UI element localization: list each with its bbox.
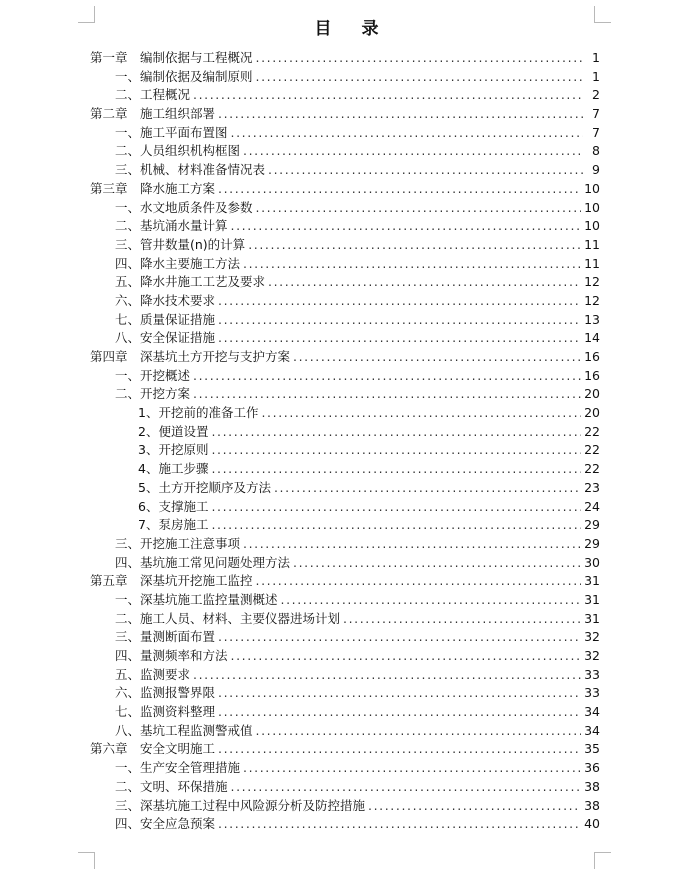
dot-leader — [218, 684, 581, 703]
toc-entry[interactable] — [90, 273, 600, 292]
toc-entry-label: 二、开挖方案 — [115, 386, 191, 402]
dot-leader — [211, 423, 581, 442]
dot-leader — [218, 703, 581, 722]
toc-page-number: 22 — [584, 461, 600, 477]
dot-leader — [211, 460, 581, 479]
toc-entry-label: 四、降水主要施工方法 — [115, 255, 241, 271]
toc-entry-label: 1、开挖前的准备工作 — [138, 405, 259, 421]
toc-entry[interactable] — [90, 516, 600, 535]
toc-entry-label: 二、文明、环保措施 — [115, 778, 228, 794]
toc-entry[interactable] — [90, 86, 600, 105]
crop-mark-bottom-left — [78, 852, 95, 869]
dot-leader — [218, 740, 581, 759]
toc-entry-label: 八、安全保证措施 — [115, 330, 216, 346]
toc-entry[interactable] — [90, 292, 600, 311]
toc-entry-label: 四、量测频率和方法 — [115, 648, 228, 663]
toc-page-number: 9 — [592, 162, 600, 178]
toc-entry-label: 第四章 深基坑土方开挖与支护方案 — [90, 349, 291, 364]
toc-entry[interactable] — [90, 797, 600, 816]
dot-leader — [256, 572, 582, 591]
dot-leader — [193, 385, 581, 404]
toc-page-number: 31 — [584, 610, 600, 626]
toc-page-number: 8 — [592, 143, 600, 159]
toc-entry-label: 3、开挖原则 — [138, 442, 209, 458]
toc-title: 目 录 — [314, 19, 391, 39]
toc-entry[interactable] — [90, 666, 600, 685]
toc-entry-label: 三、管井数量(n)的计算 — [115, 236, 246, 252]
toc-page-number: 16 — [584, 367, 600, 383]
toc-entry[interactable] — [90, 535, 600, 554]
toc-page-number: 1 — [592, 68, 600, 84]
toc-entry-label: 一、编制依据及编制原则 — [115, 68, 253, 84]
toc-entry[interactable] — [90, 255, 600, 274]
dot-leader — [268, 273, 581, 292]
toc-entry-label: 三、深基坑施工过程中风险源分析及防控措施 — [115, 797, 366, 813]
toc-entry-label: 三、量测断面布置 — [115, 629, 216, 645]
toc-page-number: 32 — [584, 648, 600, 663]
toc-entry-label: 六、降水技术要求 — [115, 292, 216, 308]
dot-leader — [243, 759, 581, 778]
toc-entry-label: 第三章 降水施工方案 — [90, 180, 216, 196]
toc-entry[interactable] — [90, 68, 600, 87]
dot-leader — [193, 367, 581, 386]
toc-page-number: 22 — [584, 423, 600, 439]
dot-leader — [368, 797, 581, 816]
toc-entry[interactable] — [90, 778, 600, 797]
toc-page-number: 1 — [592, 50, 600, 65]
toc-chapter-entry[interactable] — [90, 105, 600, 124]
dot-leader — [243, 535, 581, 554]
toc-entry-label: 四、基坑施工常见问题处理方法 — [115, 554, 291, 570]
toc-entry[interactable] — [90, 591, 600, 610]
dot-leader — [281, 591, 582, 610]
toc-chapter-entry[interactable] — [90, 348, 600, 367]
toc-chapter-entry[interactable] — [90, 572, 600, 591]
dot-leader — [218, 311, 581, 330]
toc-entry[interactable] — [90, 423, 600, 442]
toc-entry[interactable] — [90, 124, 600, 143]
toc-page-number: 38 — [584, 778, 600, 794]
dot-leader — [211, 441, 581, 460]
toc-entry[interactable] — [90, 441, 600, 460]
toc-page-number: 20 — [584, 405, 600, 421]
dot-leader — [256, 49, 583, 68]
toc-entry-label: 一、生产安全管理措施 — [115, 760, 241, 776]
toc-page-number: 10 — [584, 199, 600, 215]
dot-leader — [343, 610, 581, 629]
toc-entry-label: 一、开挖概述 — [115, 367, 191, 383]
toc-chapter-entry[interactable] — [90, 49, 600, 68]
dot-leader — [211, 516, 581, 535]
toc-entry-label: 4、施工步骤 — [138, 461, 209, 477]
toc-entry[interactable] — [90, 404, 600, 423]
toc-page-number: 12 — [584, 292, 600, 308]
toc-entry[interactable] — [90, 703, 600, 722]
toc-entry-label: 第二章 施工组织部署 — [90, 106, 216, 122]
toc-page-number: 2 — [592, 87, 600, 103]
toc-entry[interactable] — [90, 161, 600, 180]
dot-leader — [218, 105, 583, 124]
dot-leader — [193, 666, 581, 685]
toc-page-number: 29 — [584, 535, 600, 551]
toc-entry[interactable] — [90, 815, 600, 834]
toc-entry[interactable] — [90, 647, 600, 666]
dot-leader — [274, 479, 581, 498]
toc-chapter-entry[interactable] — [90, 740, 600, 759]
toc-entry-label: 一、水文地质条件及参数 — [115, 199, 253, 215]
dot-leader — [293, 554, 581, 573]
dot-leader — [243, 142, 583, 161]
toc-entry[interactable] — [90, 554, 600, 573]
dot-leader — [256, 68, 583, 87]
toc-page-number: 23 — [584, 479, 600, 495]
dot-leader — [211, 498, 581, 517]
toc-page-number: 7 — [592, 124, 600, 140]
toc-entry-label: 三、机械、材料准备情况表 — [115, 162, 266, 178]
toc-entry-label: 五、监测要求 — [115, 666, 191, 682]
toc-entry-label: 第六章 安全文明施工 — [90, 741, 216, 757]
toc-entry-label: 第五章 深基坑开挖施工监控 — [90, 573, 253, 589]
toc-page-number: 31 — [584, 573, 600, 589]
toc-page-number: 12 — [584, 274, 600, 290]
toc-page-number: 31 — [584, 591, 600, 607]
toc-entry[interactable] — [90, 367, 600, 386]
toc-entry[interactable] — [90, 610, 600, 629]
dot-leader — [293, 348, 581, 367]
toc-entry-label: 四、安全应急预案 — [115, 816, 216, 832]
dot-leader — [218, 292, 581, 311]
toc-page-number: 13 — [584, 311, 600, 327]
toc-entry-label: 二、基坑涌水量计算 — [115, 218, 228, 234]
toc-entry-label: 二、人员组织机构框图 — [115, 143, 241, 159]
toc-entry[interactable] — [90, 311, 600, 330]
toc-page-number: 36 — [584, 760, 600, 776]
toc-page-number: 20 — [584, 386, 600, 402]
toc-entry-label: 八、基坑工程监测警戒值 — [115, 722, 253, 738]
toc-page-number: 33 — [584, 666, 600, 682]
dot-leader — [256, 722, 582, 741]
toc-page-number: 29 — [584, 517, 600, 533]
toc-entry-label: 七、监测资料整理 — [115, 704, 216, 720]
toc-entry-label: 二、施工人员、材料、主要仪器进场计划 — [115, 610, 341, 626]
dot-leader — [231, 217, 582, 236]
toc-entry-label: 5、土方开挖顺序及方法 — [138, 479, 271, 495]
toc-entry-label: 7、泵房施工 — [138, 517, 209, 533]
toc-entry[interactable] — [90, 479, 600, 498]
toc-entry[interactable] — [90, 498, 600, 517]
toc-page-number: 16 — [584, 349, 600, 364]
toc-entry[interactable] — [90, 385, 600, 404]
toc-page-number: 32 — [584, 629, 600, 645]
toc-entry[interactable] — [90, 142, 600, 161]
toc-entry[interactable] — [90, 684, 600, 703]
dot-leader — [261, 404, 581, 423]
dot-leader — [218, 180, 581, 199]
toc-page-number: 34 — [584, 704, 600, 720]
toc-entry[interactable] — [90, 199, 600, 218]
toc-page-number: 34 — [584, 722, 600, 738]
dot-leader — [231, 647, 582, 666]
toc-entry-label: 六、监测报警界限 — [115, 685, 216, 701]
toc-entry-label: 七、质量保证措施 — [115, 311, 216, 327]
toc-page-number: 22 — [584, 442, 600, 458]
toc-entry[interactable] — [90, 217, 600, 236]
toc-page-number: 40 — [584, 816, 600, 832]
toc-entry[interactable] — [90, 460, 600, 479]
toc-page-number: 38 — [584, 797, 600, 813]
dot-leader — [243, 255, 581, 274]
toc-entry[interactable] — [90, 329, 600, 348]
toc-page-number: 10 — [584, 218, 600, 234]
toc-chapter-entry[interactable] — [90, 180, 600, 199]
toc-entry-label: 一、深基坑施工监控量测概述 — [115, 591, 278, 607]
dot-leader — [218, 628, 581, 647]
dot-leader — [231, 124, 583, 143]
toc-entry-label: 二、工程概况 — [115, 87, 191, 103]
dot-leader — [231, 778, 582, 797]
toc-entry-label: 一、施工平面布置图 — [115, 124, 228, 140]
toc-entry-label: 6、支撑施工 — [138, 498, 209, 514]
toc-entry[interactable] — [90, 759, 600, 778]
crop-mark-bottom-right — [594, 852, 611, 869]
toc-page-number: 33 — [584, 685, 600, 701]
toc-entry-label: 2、便道设置 — [138, 423, 209, 439]
dot-leader — [256, 199, 582, 218]
toc-page-number: 11 — [584, 255, 600, 271]
toc-page-number: 30 — [584, 554, 600, 570]
toc-page-number: 10 — [584, 180, 600, 196]
dot-leader — [248, 236, 581, 255]
toc-page-number: 14 — [584, 330, 600, 346]
table-of-contents — [90, 49, 600, 834]
toc-entry-label: 三、开挖施工注意事项 — [115, 535, 241, 551]
toc-entry[interactable] — [90, 628, 600, 647]
toc-entry-label: 第一章 编制依据与工程概况 — [90, 50, 253, 65]
toc-entry-label: 五、降水井施工工艺及要求 — [115, 274, 266, 290]
toc-page-number: 11 — [584, 236, 600, 252]
toc-page-number: 7 — [592, 106, 600, 122]
toc-page-number: 24 — [584, 498, 600, 514]
dot-leader — [218, 815, 581, 834]
toc-page-number: 35 — [584, 741, 600, 757]
dot-leader — [218, 329, 581, 348]
toc-entry[interactable] — [90, 722, 600, 741]
dot-leader — [268, 161, 583, 180]
toc-entry[interactable] — [90, 236, 600, 255]
dot-leader — [193, 86, 583, 105]
